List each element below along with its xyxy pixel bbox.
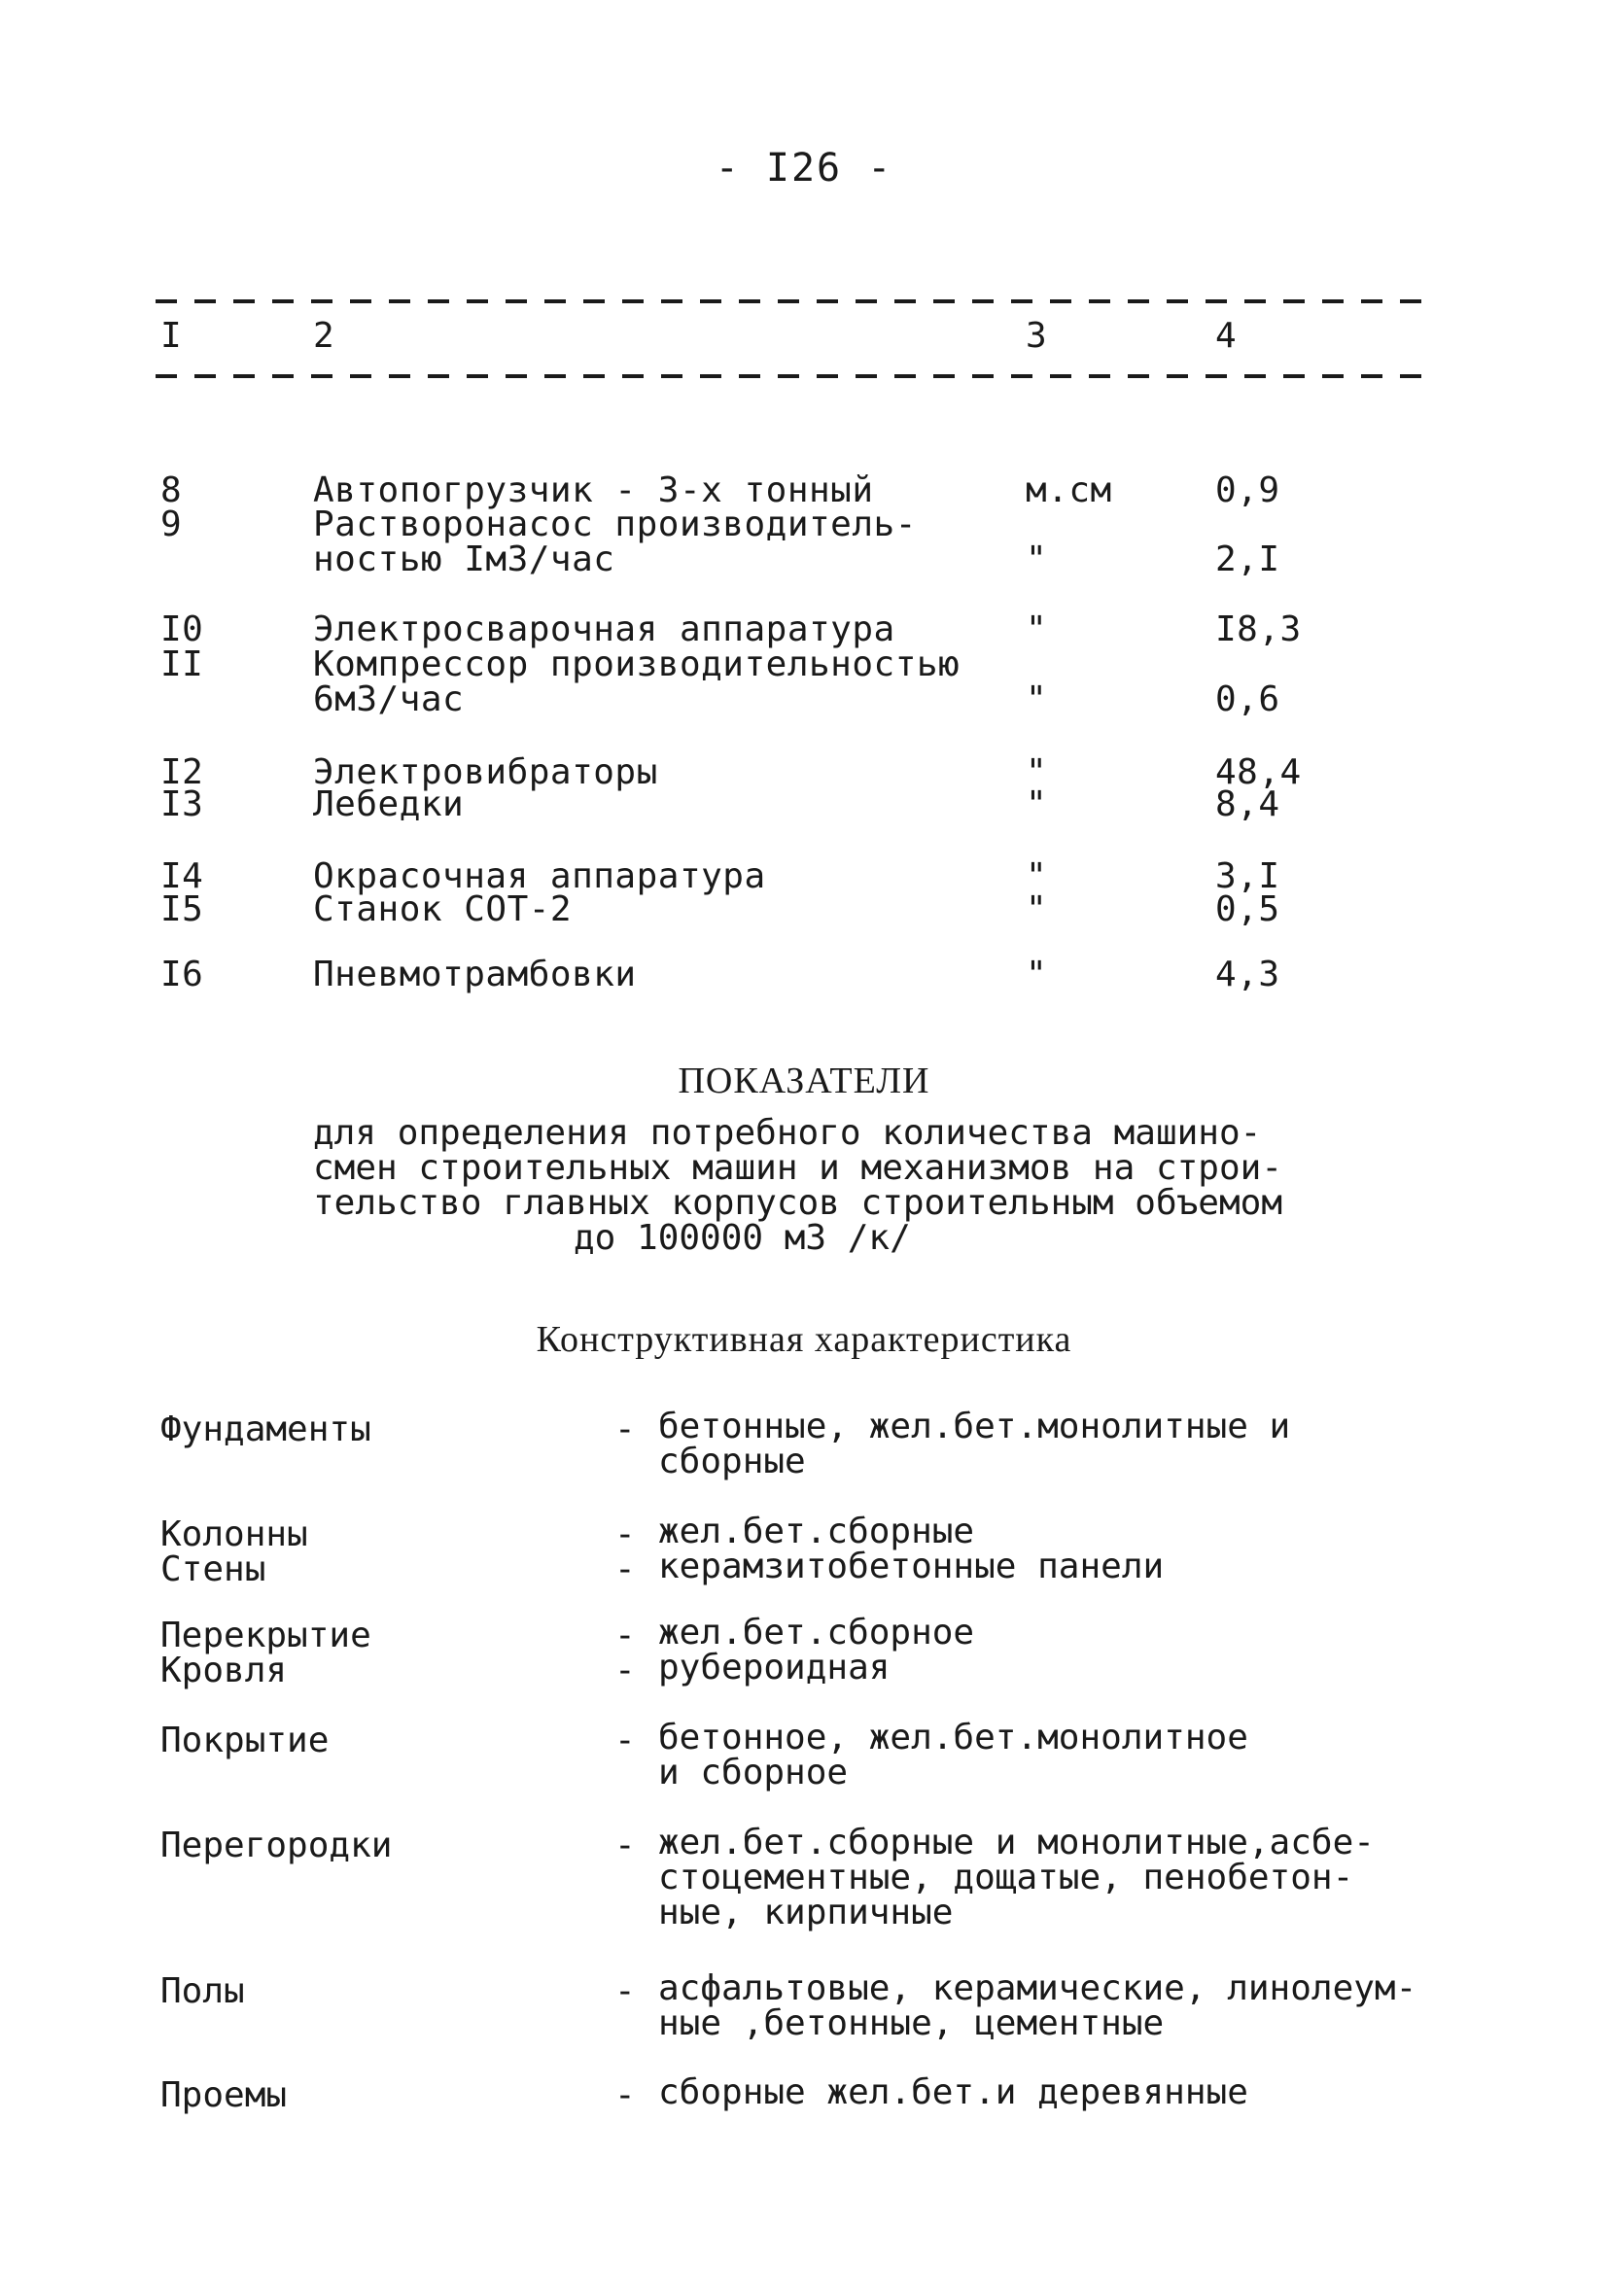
indicators-title: ПОКАЗАТЕЛИ (678, 1061, 930, 1101)
char-value-cont: и сборное (658, 1753, 849, 1792)
row-value: 8,4 (1215, 784, 1280, 824)
char-value: бетонное, жел.бет.монолитное (658, 1718, 1248, 1757)
table-top-rule (156, 299, 1439, 303)
row-unit: " (1026, 679, 1048, 719)
row-number: II (160, 644, 204, 684)
char-value: жел.бет.сборные (658, 1512, 975, 1551)
row-value: 0,6 (1215, 679, 1280, 719)
row-unit: " (1026, 955, 1048, 994)
char-value: жел.бет.сборные и монолитные,асбе- (658, 1823, 1375, 1862)
row-unit: " (1026, 609, 1048, 649)
char-label-partitions: Перегородки (160, 1826, 393, 1865)
indicators-line: смен строительных машин и механизмов на строи- (313, 1148, 1282, 1188)
table-header-col-4: 4 (1215, 316, 1237, 356)
page-number: - I26 - (715, 146, 893, 191)
row-unit: " (1026, 856, 1048, 896)
char-label-columns: Колонны (160, 1514, 308, 1554)
row-description: Электровибраторы (313, 752, 658, 792)
row-value: 3,I (1215, 856, 1280, 896)
char-dash: - (614, 1651, 636, 1690)
row-description: Автопогрузчик - 3-х тонный (313, 470, 874, 510)
char-value: сборные жел.бет.и деревянные (658, 2072, 1248, 2112)
char-label-foundations: Фундаменты (160, 1409, 371, 1449)
row-number: 9 (160, 504, 183, 544)
char-dash: - (614, 1549, 636, 1589)
row-number: I6 (160, 955, 204, 994)
row-description: Компрессор производительностью (313, 644, 961, 684)
row-value: 4,3 (1215, 955, 1280, 994)
char-value: бетонные, жел.бет.монолитные и (658, 1407, 1291, 1446)
row-description: Растворонасос производитель- (313, 504, 917, 544)
table-header-col-3: 3 (1026, 316, 1047, 356)
char-dash: - (614, 1616, 636, 1655)
char-value: керамзитобетонные панели (658, 1547, 1165, 1586)
row-unit: м.см (1026, 470, 1112, 510)
row-description: Станок СОТ-2 (313, 889, 573, 929)
char-dash: - (614, 1971, 636, 2011)
row-value: 0,5 (1215, 889, 1280, 929)
char-value-cont: сборные (658, 1442, 806, 1481)
row-unit: " (1026, 539, 1048, 579)
row-description: Лебедки (313, 784, 465, 824)
row-unit: " (1026, 752, 1048, 792)
characteristics-title: Конструктивная характеристика (536, 1319, 1072, 1360)
table-header-col-2: 2 (313, 316, 334, 356)
table-header-rule (156, 374, 1439, 378)
row-number: I0 (160, 609, 204, 649)
indicators-line: до 100000 м3 /к/ (574, 1218, 911, 1258)
table-header-col-1: I (160, 316, 182, 356)
char-value: асфальтовые, керамические, линолеум- (658, 1968, 1417, 2008)
char-value: жел.бет.сборное (658, 1613, 975, 1652)
row-value: 0,9 (1215, 470, 1280, 510)
char-label-walls: Стены (160, 1549, 266, 1589)
char-dash: - (614, 1409, 636, 1449)
row-number: I2 (160, 752, 204, 792)
char-label-covering: Покрытие (160, 1721, 330, 1760)
char-dash: - (614, 1826, 636, 1865)
row-description: Окрасочная аппаратура (313, 856, 766, 896)
row-unit: " (1026, 784, 1048, 824)
row-description-cont: ностью IмЗ/час (313, 539, 615, 579)
row-number: 8 (160, 470, 183, 510)
indicators-line: для определения потребного количества машино- (313, 1113, 1262, 1153)
row-value: 2,I (1215, 539, 1280, 579)
row-number: I4 (160, 856, 204, 896)
row-description-cont: 6мЗ/час (313, 679, 465, 719)
char-value-cont: ные, кирпичные (658, 1893, 954, 1932)
char-label-openings: Проемы (160, 2075, 288, 2115)
row-description: Электросварочная аппаратура (313, 609, 895, 649)
char-dash: - (614, 1514, 636, 1554)
char-value-cont: ные ,бетонные, цементные (658, 2003, 1165, 2043)
row-description: Пневмотрамбовки (313, 955, 637, 994)
char-value-cont: стоцементные, дощатые, пенобетон- (658, 1858, 1354, 1897)
char-value: рубероидная (658, 1648, 891, 1687)
row-number: I5 (160, 889, 204, 929)
indicators-line: тельство главных корпусов строительным объемом (313, 1183, 1282, 1223)
char-label-floors-slab: Перекрытие (160, 1616, 371, 1655)
char-label-floors: Полы (160, 1971, 245, 2011)
row-value: 48,4 (1215, 752, 1302, 792)
row-number: I3 (160, 784, 204, 824)
row-value: I8,3 (1215, 609, 1302, 649)
char-label-roofing: Кровля (160, 1651, 288, 1690)
char-dash: - (614, 1721, 636, 1760)
char-dash: - (614, 2075, 636, 2115)
row-unit: " (1026, 889, 1048, 929)
